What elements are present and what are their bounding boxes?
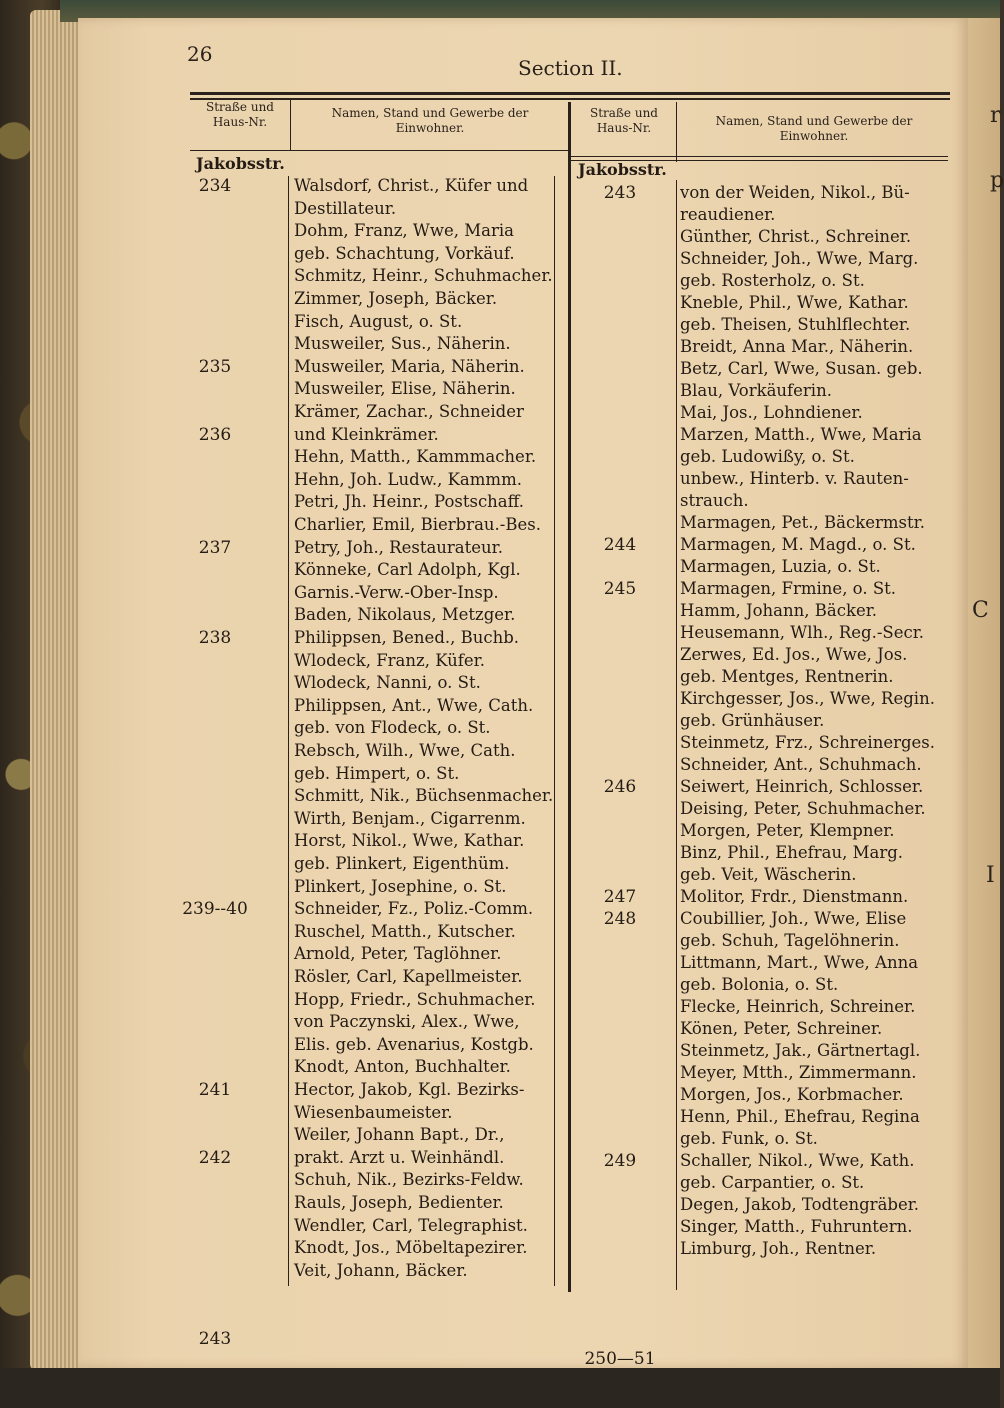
resident-entry: Krämer, Zachar., Schneider bbox=[294, 402, 524, 421]
resident-entry: Wiesenbaumeister. bbox=[294, 1102, 453, 1122]
house-number: 243 bbox=[603, 183, 637, 203]
resident-entry: geb. Funk, o. St. bbox=[680, 1129, 818, 1148]
resident-entry: Rebsch, Wilh., Wwe, Cath. bbox=[294, 741, 516, 760]
resident-entry: Morgen, Jos., Korbmacher. bbox=[680, 1085, 904, 1104]
resident-entry: geb. Schuh, Tagelöhnerin. bbox=[680, 931, 900, 950]
margin-fragment: r bbox=[990, 103, 1001, 128]
house-number: 242 bbox=[198, 1147, 232, 1168]
resident-entry: Zerwes, Ed. Jos., Wwe, Jos. bbox=[680, 645, 908, 664]
resident-entry: geb. Himpert, o. St. bbox=[294, 763, 460, 783]
resident-entry: Meyer, Mtth., Zimmermann. bbox=[680, 1063, 917, 1082]
header-rule bbox=[190, 92, 950, 95]
resident-entry: Schneider, Ant., Schuhmach. bbox=[680, 755, 922, 774]
column-divider bbox=[288, 176, 289, 1286]
house-number: 239--40 bbox=[182, 899, 248, 920]
resident-entry: Philippsen, Ant., Wwe, Cath. bbox=[294, 695, 534, 715]
resident-entry: Plinkert, Josephine, o. St. bbox=[294, 876, 507, 896]
resident-entry: Charlier, Emil, Bierbrau.-Bes. bbox=[294, 515, 541, 534]
resident-entry: Limburg, Joh., Rentner. bbox=[680, 1239, 877, 1258]
column-divider bbox=[676, 180, 677, 1290]
resident-entry: Petry, Joh., Restaurateur. bbox=[294, 537, 503, 557]
resident-entry: geb. Theisen, Stuhlflechter. bbox=[680, 315, 911, 334]
resident-entry: Seiwert, Heinrich, Schlosser. bbox=[680, 777, 924, 796]
resident-entry: Musweiler, Sus., Näherin. bbox=[294, 334, 511, 354]
resident-entry: Hopp, Friedr., Schuhmacher. bbox=[294, 989, 536, 1009]
resident-entry: Binz, Phil., Ehefrau, Marg. bbox=[680, 843, 904, 862]
resident-entry: Petri, Jh. Heinr., Postschaff. bbox=[294, 492, 525, 512]
resident-entry: von Paczynski, Alex., Wwe, bbox=[294, 1012, 520, 1032]
resident-entry: Hector, Jakob, Kgl. Bezirks- bbox=[294, 1080, 525, 1099]
resident-entry: Steinmetz, Jak., Gärtnertagl. bbox=[680, 1041, 921, 1060]
resident-entry: Singer, Matth., Fuhruntern. bbox=[680, 1217, 913, 1236]
resident-entry: Schneider, Fz., Poliz.-Comm. bbox=[294, 899, 534, 919]
resident-entry: Elis. geb. Avenarius, Kostgb. bbox=[294, 1034, 534, 1054]
house-number: 238 bbox=[198, 628, 232, 648]
resident-entry: geb. Plinkert, Eigenthüm. bbox=[294, 854, 510, 873]
resident-entry: geb. Mentges, Rentnerin. bbox=[680, 667, 894, 686]
house-number: 246 bbox=[603, 777, 637, 797]
resident-entry: Garnis.-Verw.-Ober-Insp. bbox=[294, 582, 499, 602]
house-number: 244 bbox=[603, 535, 637, 555]
margin-fragment: C bbox=[972, 598, 989, 623]
resident-entry: Schaller, Nikol., Wwe, Kath. bbox=[680, 1151, 915, 1170]
resident-entry: Könneke, Carl Adolph, Kgl. bbox=[294, 560, 521, 580]
resident-entry: Destillateur. bbox=[294, 198, 397, 218]
resident-entry: geb. Rosterholz, o. St. bbox=[680, 271, 865, 290]
resident-entry: Marmagen, Luzia, o. St. bbox=[680, 557, 881, 576]
resident-entry: Littmann, Mart., Wwe, Anna bbox=[680, 953, 919, 972]
resident-entry: Wlodeck, Nanni, o. St. bbox=[294, 673, 481, 693]
resident-entry: Wlodeck, Franz, Küfer. bbox=[294, 650, 485, 670]
resident-entry: Musweiler, Maria, Näherin. bbox=[294, 356, 525, 376]
resident-entry: strauch. bbox=[680, 491, 749, 510]
resident-entry: Arnold, Peter, Taglöhner. bbox=[294, 944, 502, 964]
resident-entry: Hehn, Joh. Ludw., Kammm. bbox=[294, 469, 522, 489]
resident-entry: geb. Veit, Wäscherin. bbox=[680, 865, 857, 884]
resident-entry: Molitor, Frdr., Dienstmann. bbox=[680, 887, 909, 906]
resident-entry: geb. Ludowißy, o. St. bbox=[680, 447, 855, 466]
house-number: 235 bbox=[198, 356, 232, 377]
resident-entry: Dohm, Franz, Wwe, Maria bbox=[294, 221, 514, 241]
section-title: Section II. bbox=[518, 56, 623, 80]
street-name-right: Jakobsstr. bbox=[578, 160, 667, 179]
resident-entry: Knodt, Anton, Buchhalter. bbox=[294, 1057, 511, 1077]
resident-entry: Weiler, Johann Bapt., Dr., bbox=[294, 1125, 505, 1145]
resident-entry: Breidt, Anna Mar., Näherin. bbox=[680, 337, 914, 356]
resident-entry: Wirth, Benjam., Cigarrenm. bbox=[294, 808, 526, 828]
house-number: 234 bbox=[198, 176, 232, 196]
house-number: 241 bbox=[198, 1080, 232, 1100]
resident-entry: Coubillier, Joh., Wwe, Elise bbox=[680, 909, 907, 928]
resident-entry: Kirchgesser, Jos., Wwe, Regin. bbox=[680, 689, 935, 708]
resident-entry: Baden, Nikolaus, Metzger. bbox=[294, 605, 516, 625]
resident-entry: Steinmetz, Frz., Schreinerges. bbox=[680, 733, 936, 752]
resident-entry: Betz, Carl, Wwe, Susan. geb. bbox=[680, 359, 923, 378]
header-street-left: Straße und Haus-Nr. bbox=[205, 100, 274, 129]
resident-entry: unbew., Hinterb. v. Rauten- bbox=[680, 469, 909, 488]
house-number: 243 bbox=[198, 1328, 232, 1349]
resident-entry: Walsdorf, Christ., Küfer und bbox=[294, 176, 529, 195]
resident-entry: Heusemann, Wlh., Reg.-Secr. bbox=[680, 623, 925, 642]
resident-entry: Zimmer, Joseph, Bäcker. bbox=[294, 289, 498, 308]
resident-entry: Marmagen, M. Magd., o. St. bbox=[680, 535, 916, 554]
resident-entry: Blau, Vorkäuferin. bbox=[680, 381, 832, 400]
header-rule bbox=[190, 98, 950, 100]
house-number: 237 bbox=[198, 537, 232, 558]
resident-entry: reaudiener. bbox=[680, 205, 776, 224]
resident-entry: Deising, Peter, Schuhmacher. bbox=[680, 799, 926, 818]
resident-entry: Kneble, Phil., Wwe, Kathar. bbox=[680, 293, 909, 312]
resident-entry: Schmitz, Heinr., Schuhmacher. bbox=[294, 266, 553, 286]
header-bottom-rule bbox=[570, 156, 948, 157]
resident-entry: Wendler, Carl, Telegraphist. bbox=[294, 1215, 528, 1235]
resident-entry: Morgen, Peter, Klempner. bbox=[680, 821, 895, 840]
resident-entry: Veit, Johann, Bäcker. bbox=[294, 1260, 468, 1280]
resident-entry: Flecke, Heinrich, Schreiner. bbox=[680, 997, 916, 1016]
column-divider bbox=[290, 100, 291, 150]
resident-entry: Rösler, Carl, Kapellmeister. bbox=[294, 967, 523, 986]
column-divider bbox=[676, 102, 677, 162]
resident-entry: Marmagen, Frmine, o. St. bbox=[680, 579, 896, 598]
resident-entry: prakt. Arzt u. Weinhändl. bbox=[294, 1147, 505, 1167]
resident-entry: Hehn, Matth., Kammmacher. bbox=[294, 447, 537, 467]
resident-entry: Philippsen, Bened., Buchb. bbox=[294, 628, 520, 647]
resident-entry: geb. von Flodeck, o. St. bbox=[294, 718, 491, 738]
header-names-right: Namen, Stand und Gewerbe der Einwohner. bbox=[715, 114, 913, 143]
resident-entry: Fisch, August, o. St. bbox=[294, 311, 463, 331]
resident-entry: Henn, Phil., Ehefrau, Regina bbox=[680, 1107, 920, 1126]
column-divider-main bbox=[568, 102, 571, 1292]
resident-entry: Mai, Jos., Lohndiener. bbox=[680, 403, 863, 422]
resident-entry: Knodt, Jos., Möbeltapezirer. bbox=[294, 1238, 528, 1258]
resident-entry: von der Weiden, Nikol., Bü- bbox=[680, 183, 910, 202]
resident-entry: Schmitt, Nik., Büchsenmacher. bbox=[294, 786, 554, 806]
resident-entry: Schuh, Nik., Bezirks-Feldw. bbox=[294, 1170, 524, 1190]
header-names-left: Namen, Stand und Gewerbe der Einwohner. bbox=[331, 106, 529, 135]
resident-entry: Könen, Peter, Schreiner. bbox=[680, 1019, 883, 1038]
street-name-left: Jakobsstr. bbox=[196, 154, 285, 173]
resident-entry: Marzen, Matth., Wwe, Maria bbox=[680, 425, 922, 444]
resident-entry: und Kleinkrämer. bbox=[294, 424, 439, 444]
resident-entry: geb. Carpantier, o. St. bbox=[680, 1173, 865, 1192]
resident-entry: Ruschel, Matth., Kutscher. bbox=[294, 921, 516, 941]
house-number: 250—51 bbox=[584, 1349, 656, 1369]
next-page-edge bbox=[968, 18, 1004, 1408]
resident-entry: geb. Grünhäuser. bbox=[680, 711, 825, 730]
resident-entry: Rauls, Joseph, Bedienter. bbox=[294, 1193, 504, 1212]
header-bottom-rule bbox=[190, 150, 570, 151]
column-divider bbox=[554, 176, 555, 1286]
resident-entry: Degen, Jakob, Todtengräber. bbox=[680, 1195, 920, 1214]
resident-entry: Hamm, Johann, Bäcker. bbox=[680, 601, 878, 620]
house-number: 245 bbox=[603, 579, 637, 599]
house-number: 236 bbox=[198, 424, 232, 445]
resident-entry: Musweiler, Elise, Näherin. bbox=[294, 379, 516, 399]
house-number: 249 bbox=[603, 1151, 637, 1171]
house-number: 248 bbox=[603, 909, 637, 929]
background-dark bbox=[0, 1368, 1000, 1408]
margin-fragment: p bbox=[990, 168, 1004, 193]
house-number: 247 bbox=[603, 887, 637, 907]
resident-entry: geb. Schachtung, Vorkäuf. bbox=[294, 243, 515, 263]
resident-entry: Günther, Christ., Schreiner. bbox=[680, 227, 912, 246]
resident-entry: Horst, Nikol., Wwe, Kathar. bbox=[294, 831, 525, 851]
header-street-right: Straße und Haus-Nr. bbox=[589, 106, 658, 135]
page-number: 26 bbox=[187, 42, 213, 66]
resident-entry: Marmagen, Pet., Bäckermstr. bbox=[680, 513, 925, 532]
resident-entry: Schneider, Joh., Wwe, Marg. bbox=[680, 249, 919, 268]
resident-entry: geb. Bolonia, o. St. bbox=[680, 975, 839, 994]
margin-fragment: I bbox=[986, 863, 995, 888]
